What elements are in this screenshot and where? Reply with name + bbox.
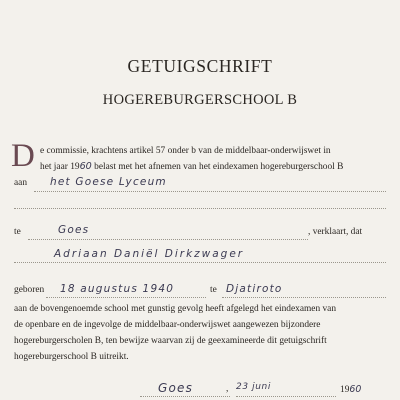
- comma-separator: ,: [226, 384, 229, 394]
- document-subtitle: HOGEREBURGERSCHOOL B: [102, 92, 298, 108]
- dotted-line-birth-place: [222, 297, 386, 298]
- dotted-line-sign-day: [236, 396, 336, 397]
- verklaart-label: , verklaart, dat: [308, 227, 363, 237]
- year-handwritten: 60: [79, 161, 92, 172]
- birth-place-handwritten: Djatiroto: [226, 283, 283, 295]
- place-handwritten: Goes: [58, 224, 90, 236]
- body-line-2: de openbare en de ingevolge de middelbaar-onderwijswet aangewezen bijzondere: [14, 320, 321, 330]
- drop-cap-letter: D: [11, 138, 35, 174]
- intro-line-1: e commissie, krachtens artikel 57 onder b van de middelbaar-onderwijswet in: [40, 146, 331, 156]
- dotted-line-sign-place: [140, 396, 230, 397]
- sign-place-handwritten: Goes: [158, 381, 194, 395]
- dotted-line-school: [34, 191, 386, 192]
- te-label: te: [14, 227, 21, 237]
- aan-label: aan: [14, 178, 28, 188]
- geboren-label: geboren: [14, 285, 45, 295]
- intro-year-prefix: het jaar 19: [40, 162, 80, 172]
- intro-line-2-rest: belast met het afnemen van het eindexamen hogereburgerschool B: [91, 162, 344, 172]
- student-name-handwritten: Adriaan Daniël Dirkzwager: [54, 248, 245, 260]
- dotted-line-place: [28, 239, 308, 240]
- birth-date-handwritten: 18 augustus 1940: [60, 283, 175, 295]
- dotted-line-student: [14, 262, 386, 263]
- dotted-line-birth-date: [46, 297, 206, 298]
- sign-year-handwritten: 60: [349, 384, 362, 395]
- dotted-line-empty-1: [14, 208, 386, 209]
- body-line-3: hogereburgerscholen B, ten bewijze waarvan zij de geexamineerde dit getuigschrift: [14, 336, 327, 346]
- school-name-handwritten: het Goese Lyceum: [50, 176, 167, 188]
- sign-year: [340, 384, 361, 395]
- intro-line-2: [40, 161, 390, 173]
- sign-year-prefix: 19: [340, 385, 350, 395]
- document-title: GETUIGSCHRIFT: [127, 56, 273, 76]
- sign-day-handwritten: 23 juni: [236, 382, 271, 392]
- birth-te-label: te: [210, 285, 217, 295]
- body-line-1: aan de bovengenoemde school met gunstig gevolg heeft afgelegd het eindexamen van: [14, 304, 337, 314]
- body-line-4: hogereburgerschool B uitreikt.: [14, 352, 129, 362]
